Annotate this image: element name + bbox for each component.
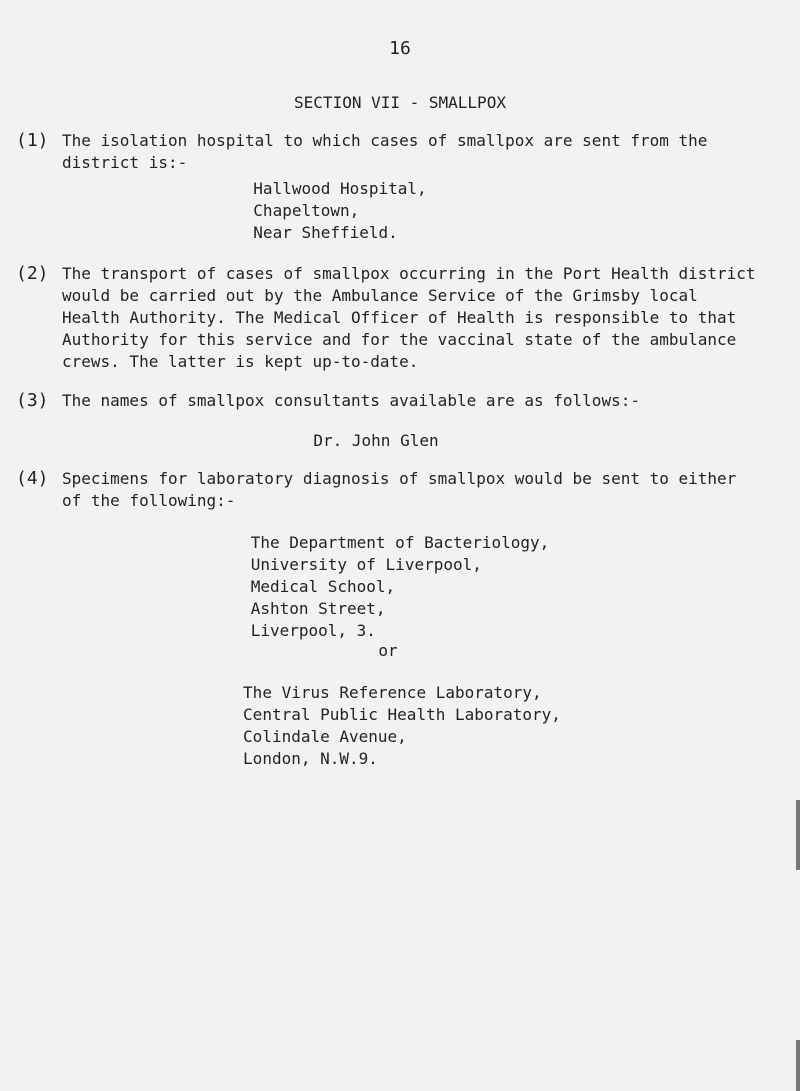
item-number: (1) — [16, 130, 49, 151]
laboratory-address-a — [0, 532, 800, 642]
item-text: The transport of cases of smallpox occurring in the Port Health district would be carried out by the Ambulance Service of the Grimsby local Health Authority. The Medical Officer of Health is responsible to that Authority for this service and for the vaccinal state of the ambulance crews. The latter is kept up-to-date. — [62, 264, 756, 371]
scan-edge-mark — [796, 1040, 800, 1091]
item-text: The names of smallpox consultants available are as follows:- — [62, 391, 640, 410]
address-line: The Virus Reference Laboratory, — [243, 683, 542, 702]
address-line: London, N.W.9. — [243, 749, 378, 768]
separator-text: or — [378, 641, 398, 660]
or-separator — [0, 640, 788, 662]
address-line: Colindale Avenue, — [243, 727, 407, 746]
address-line: Central Public Health Laboratory, — [243, 705, 561, 724]
item-text: The isolation hospital to which cases of smallpox are sent from the district is:- — [62, 131, 708, 172]
item-number: (3) — [16, 390, 49, 411]
item-number: (4) — [16, 468, 49, 489]
scan-edge-mark — [796, 800, 800, 870]
address-line: University of Liverpool, — [250, 555, 482, 574]
address-line: The Department of Bacteriology, — [250, 533, 550, 552]
address-line: Medical School, — [250, 577, 396, 596]
address-line: Hallwood Hospital, — [253, 179, 427, 198]
page-number: 16 — [389, 38, 411, 59]
address-line: Ashton Street, — [250, 599, 386, 618]
hospital-address — [0, 178, 740, 244]
consultant-line: Dr. John Glen — [313, 431, 439, 450]
address-line: Chapeltown, — [253, 201, 360, 220]
address-line: Near Sheffield. — [253, 223, 398, 242]
section-title: SECTION VII - SMALLPOX — [294, 93, 506, 112]
laboratory-address-b — [2, 682, 800, 770]
address-line: Liverpool, 3. — [250, 621, 376, 640]
item-text: Specimens for laboratory diagnosis of smallpox would be sent to either of the following:- — [62, 469, 737, 510]
consultant-name — [0, 430, 776, 452]
item-number: (2) — [16, 263, 49, 284]
